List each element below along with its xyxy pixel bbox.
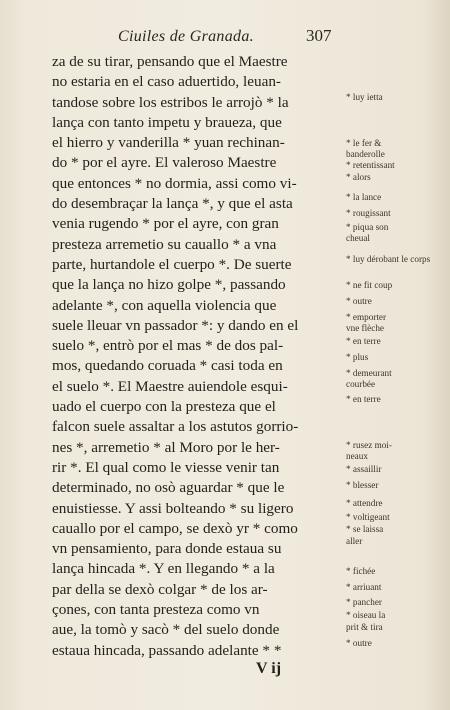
margin-gloss: neaux <box>346 451 368 461</box>
margin-gloss: * outre <box>346 638 372 648</box>
text-line: no estaria en el caso aduertido, leuan- <box>52 73 281 91</box>
text-line: za de su tirar, pensando que el Maestre <box>52 53 288 70</box>
running-head: Ciuiles de Granada. <box>118 28 254 45</box>
margin-gloss: * assaillir <box>346 464 382 474</box>
margin-gloss: * en terre <box>346 394 381 404</box>
margin-gloss: * en terre <box>346 336 381 346</box>
margin-gloss: * arriuant <box>346 582 382 592</box>
margin-gloss: * voltigeant <box>346 512 390 522</box>
margin-gloss: prit & tira <box>346 622 383 632</box>
margin-gloss: * fichée <box>346 566 376 576</box>
text-line: el hierro y vanderilla * yuan rechinan- <box>52 134 285 152</box>
margin-gloss: courbée <box>346 379 376 389</box>
text-line: adelante *, con aquella violencia que <box>52 296 277 314</box>
text-line: aue, la tomò y sacò * del suelo donde <box>52 621 280 639</box>
text-line: enuistiesse. Y assi bolteando * su ligero <box>52 499 294 517</box>
margin-gloss: banderolle <box>346 149 385 159</box>
margin-gloss: * la lance <box>346 192 382 202</box>
margin-gloss: * emporter <box>346 312 387 322</box>
text-line: suelo *, entrò por el mas * de dos pal- <box>52 337 284 355</box>
page-number: 307 <box>306 26 332 45</box>
margin-gloss: cheual <box>346 233 370 243</box>
text-line: nes *, arremetio * al Moro por le her- <box>52 438 280 456</box>
margin-gloss: * blesser <box>346 480 379 490</box>
text-line: presteza arremetio su cauallo * a vna <box>52 235 277 253</box>
margin-gloss: * pancher <box>346 597 382 607</box>
text-line: par della se dexò colgar * de los ar- <box>52 580 268 598</box>
text-line: çones, con tanta presteza como vn <box>52 601 260 619</box>
page-header <box>0 24 450 46</box>
margin-gloss: * outre <box>346 296 372 306</box>
text-line: lança hincada *. Y en llegando * a la <box>52 560 275 578</box>
margin-gloss: * retentissant <box>346 160 395 170</box>
margin-gloss: aller <box>346 536 363 546</box>
text-line: suele lleuar vn passador *: y dando en el <box>52 316 299 334</box>
text-line: parte, hurtandole el cuerpo *. De suerte <box>52 255 292 273</box>
text-line: cauallo por el campo, se dexò yr * como <box>52 519 298 537</box>
text-line: rir *. El qual como le viesse venir tan <box>52 458 280 476</box>
signature-mark: V ij <box>256 660 282 677</box>
text-line: tandose sobre los estribos le arrojò * la <box>52 93 289 111</box>
text-line: falcon suele assaltar a los astutos gorrio- <box>52 418 299 436</box>
margin-gloss: vne flèche <box>346 323 385 333</box>
margin-gloss: * luy dérobant le corps <box>346 254 431 264</box>
margin-gloss: * plus <box>346 352 369 362</box>
text-line: el suelo *. El Maestre auiendole esqui- <box>52 377 288 395</box>
margin-gloss: * oiseau la <box>346 610 386 620</box>
text-line: que la lança no hizo golpe *, passando <box>52 276 286 294</box>
margin-gloss: * ne fit coup <box>346 280 393 290</box>
margin-gloss: * demeurant <box>346 368 392 378</box>
margin-gloss: * se laissa <box>346 524 384 534</box>
margin-gloss: * le fer & <box>346 138 382 148</box>
text-line: do desembraçar la lança *, y que el asta <box>52 195 293 213</box>
text-line: estaua hincada, passando adelante * * <box>52 641 282 659</box>
text-line: que entonces * no dormia, assi como vi- <box>52 174 297 192</box>
margin-gloss: * rougissant <box>346 208 391 218</box>
margin-gloss: * alors <box>346 172 371 182</box>
text-line: determinado, no osò aguardar * que le <box>52 479 285 497</box>
margin-gloss: * rusez moi- <box>346 440 392 450</box>
text-line: mos, quedando coruada * casi toda en <box>52 357 283 375</box>
text-line: do * por el ayre. El valeroso Maestre <box>52 154 277 172</box>
text-line: vn pensamiento, para donde estaua su <box>52 540 282 558</box>
margin-gloss: * luy ietta <box>346 92 383 102</box>
main-text-block <box>52 52 344 661</box>
text-line: lança con tanto impetu y braueza, que <box>52 113 282 131</box>
margin-gloss: * attendre <box>346 498 383 508</box>
margin-gloss: * piqua son <box>346 222 389 232</box>
text-line: venia rugendo * por el ayre, con gran <box>52 215 279 233</box>
text-line: uado el cuerpo con la presteza que el <box>52 398 276 416</box>
